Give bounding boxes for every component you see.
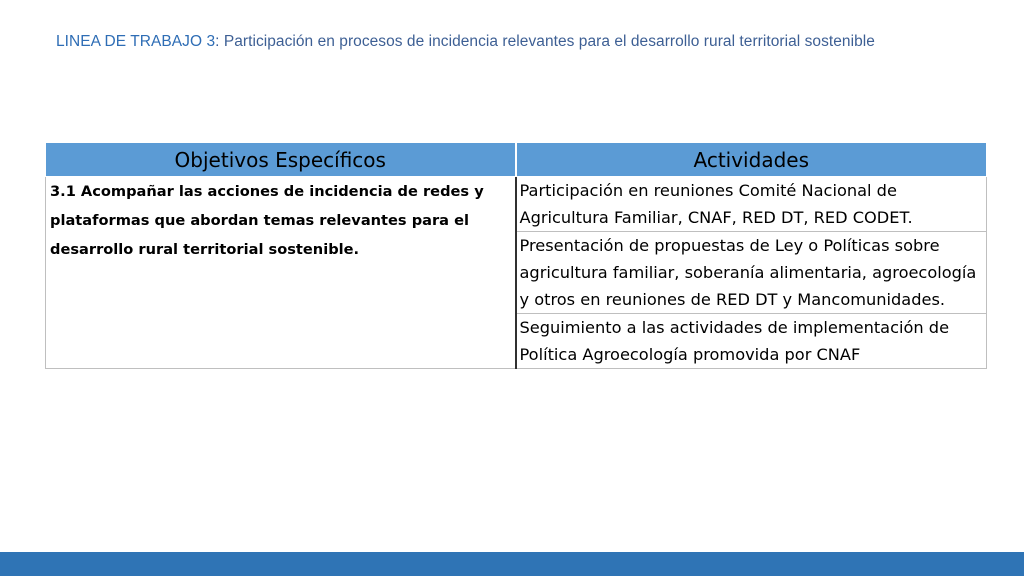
column-header-activities: Actividades [516, 143, 987, 177]
objective-cell: 3.1 Acompañar las acciones de incidencia de redes y plataformas que abordan temas relevantes para el desarrollo rural territorial sostenible. [46, 177, 516, 369]
activity-cell-3: Seguimiento a las actividades de implementación de Política Agroecología promovida por CNAF [516, 314, 987, 369]
header-prefix: LINEA DE TRABAJO 3 [56, 33, 216, 50]
activity-cell-2: Presentación de propuestas de Ley o Políticas sobre agricultura familiar, soberanía alimentaria, agroecología y otros en reuniones de RED DT y Mancomunidades. [516, 232, 987, 314]
slide-header [56, 33, 875, 51]
header-separator: : [215, 33, 224, 50]
table-header-row [46, 143, 987, 177]
activity-cell-1: Participación en reuniones Comité Nacional de Agricultura Familiar, CNAF, RED DT, RED CODET. [516, 177, 987, 232]
table-row [46, 177, 987, 232]
header-text: Participación en procesos de incidencia relevantes para el desarrollo rural territorial sostenible [223, 33, 875, 50]
column-header-objectives: Objetivos Específicos [46, 143, 516, 177]
objectives-table [45, 142, 987, 369]
bottom-accent-bar [0, 552, 1024, 576]
